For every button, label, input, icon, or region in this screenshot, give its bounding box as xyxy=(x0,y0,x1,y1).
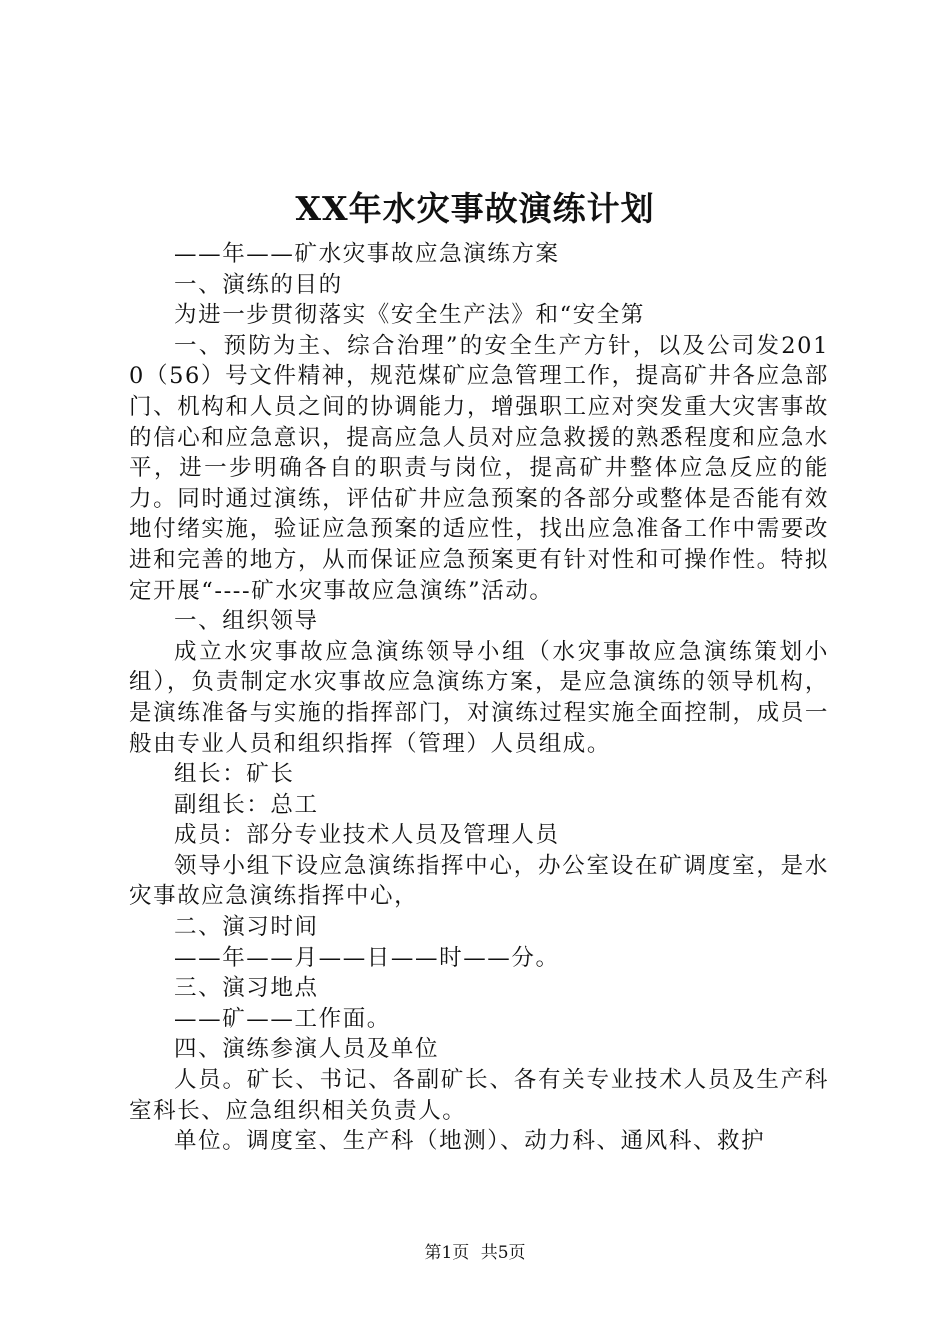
paragraph-leader: 组长：矿长 xyxy=(174,761,295,788)
heading-time: 二、演习时间 xyxy=(174,914,319,941)
paragraph: 领导小组下设应急演练指挥中心，办公室设在矿调度室，是水灾事故应急演练指挥中心， xyxy=(129,852,829,910)
paragraph-personnel: 人员。矿长、书记、各副矿长、各有关专业技术人员及生产科室科长、应急组织相关负责人。 xyxy=(129,1067,829,1124)
paragraph: 一、预防为主、综合治理”的安全生产方针，以及公司发2010（56）号文件精神，规范煤矿应急管理工作，提高矿井各应急部门、机构和人员之间的协调能力，增强职工应对突发重大灾害事故的信心和应急意识，提高应急人员对应急救援的熟悉程度和应急水平，进一步明确各自的职责与岗位，提高矿井整体应急反应的能力。同时通过演练，评估矿井应急预案的各部分或整体是否能有效地付绪实施，验证应急预案的适应性，找出应急准备工作中需要改进和完善的地方，从而保证应急预案更有针对性和可操作性。特拟定开展“----矿水灾事故应急演练”活动。 xyxy=(129,332,829,604)
heading-location: 三、演习地点 xyxy=(174,975,319,1002)
page-footer xyxy=(0,1242,950,1264)
paragraph-members: 成员：部分专业技术人员及管理人员 xyxy=(174,822,560,849)
page-number: 第1页 xyxy=(424,1243,470,1263)
paragraph-units: 单位。调度室、生产科（地测）、动力科、通风科、救护 xyxy=(174,1128,766,1155)
paragraph-subtitle: ——年——矿水灾事故应急演练方案 xyxy=(174,241,560,267)
paragraph-time: ——年——月——日——时——分。 xyxy=(174,944,560,971)
heading-purpose: 一、演练的目的 xyxy=(174,271,343,298)
heading-participants: 四、演练参演人员及单位 xyxy=(174,1036,440,1063)
paragraph-location: ——矿——工作面。 xyxy=(174,1005,391,1032)
heading-organization: 一、组织领导 xyxy=(174,608,319,635)
document-title: XX年水灾事故演练计划 xyxy=(295,189,655,228)
paragraph: 为进一步贯彻落实《安全生产法》和“安全第 xyxy=(174,302,646,329)
page-total: 共5页 xyxy=(480,1243,526,1263)
paragraph-deputy-leader: 副组长：总工 xyxy=(174,791,319,818)
paragraph: 成立水灾事故应急演练领导小组（水灾事故应急演练策划小组），负责制定水灾事故应急演练方案，是应急演练的领导机构，是演练准备与实施的指挥部门，对演练过程实施全面控制，成员一般由专业人员和组织指挥（管理）人员组成。 xyxy=(129,638,829,757)
document-body xyxy=(129,239,829,1157)
